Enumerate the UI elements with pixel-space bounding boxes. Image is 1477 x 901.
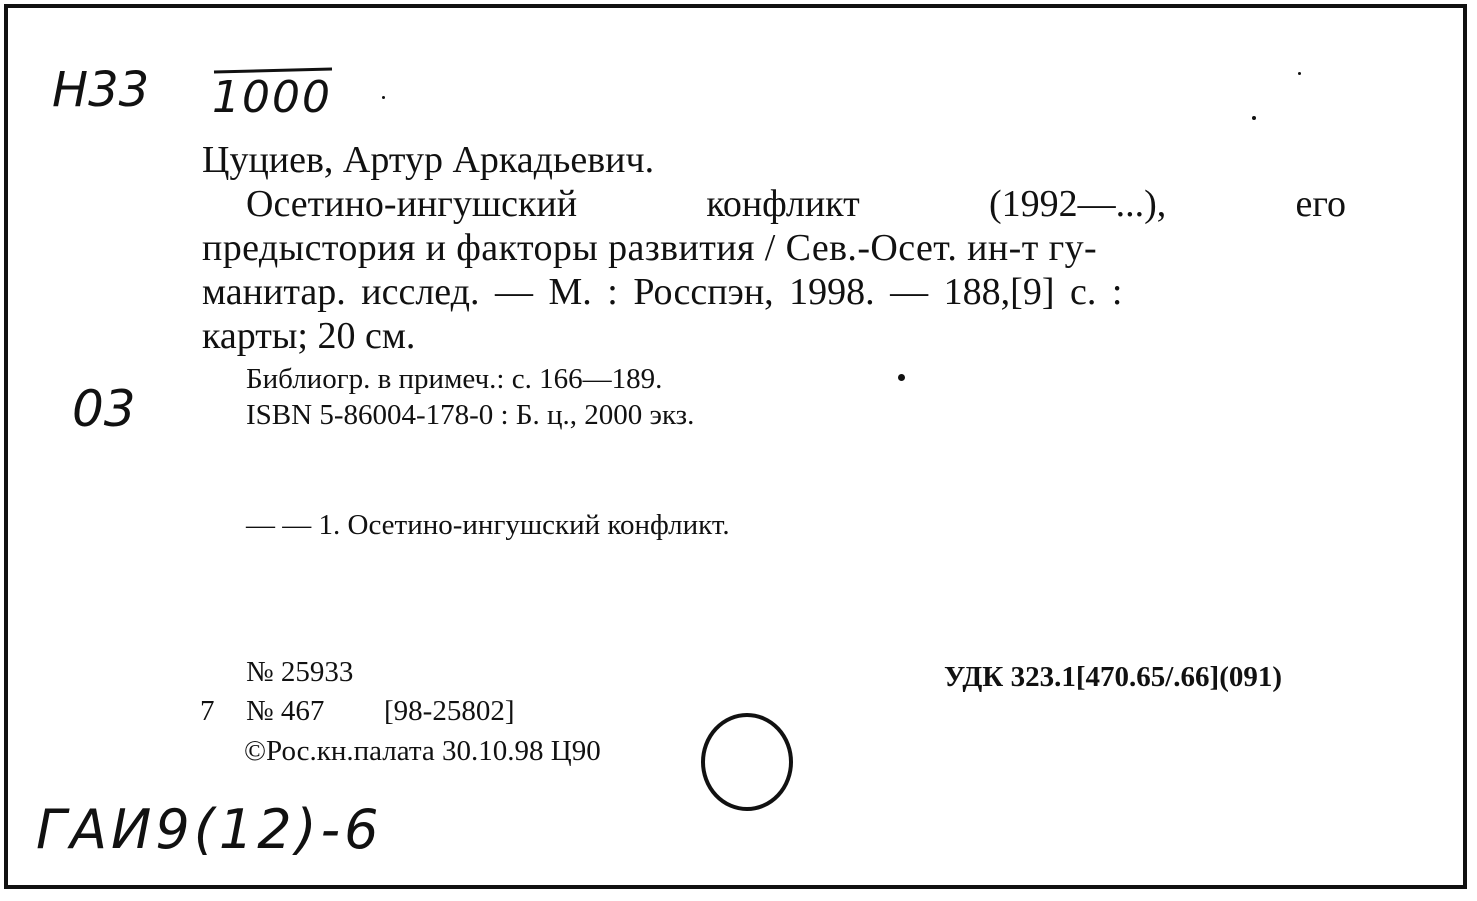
record-number: № 25933 [246, 656, 354, 688]
footer-prefix: 7 [200, 695, 215, 727]
secondary-number: № 467 [246, 695, 325, 727]
handwritten-number: 1000 [212, 72, 332, 123]
isbn-line: ISBN 5-86004-178-0 : Б. ц., 2000 экз. [246, 399, 695, 431]
scan-speck [382, 96, 385, 99]
punch-hole-circle [700, 712, 795, 812]
handwritten-left-mark: 03 [72, 380, 136, 438]
bibliography-note: Библиогр. в примеч.: с. 166—189. [246, 363, 663, 395]
title-word-1: Осетино-ингушский [246, 183, 578, 225]
handwritten-overline [212, 66, 337, 76]
handwritten-shelf-code: Н33 [52, 62, 150, 118]
scan-speck [1252, 116, 1256, 120]
udc-classification: УДК 323.1[470.65/.66](091) [944, 661, 1283, 693]
copyright-line: ©Рос.кн.палата 30.10.98 Ц90 [244, 735, 601, 767]
title-word-3: (1992—...), [988, 183, 1167, 225]
scan-speck [1298, 72, 1301, 75]
title-line-4: карты; 20 см. [202, 315, 416, 357]
title-line-2: предыстория и факторы развития / Сев.-Осет. ин-т гу- [202, 227, 1098, 269]
print-dot [898, 374, 905, 381]
title-word-4: его [1295, 183, 1346, 225]
title-word-2: конфликт [706, 183, 860, 225]
subject-heading: — — 1. Осетино-ингушский конфликт. [246, 509, 730, 541]
author-heading: Цуциев, Артур Аркадьевич. [202, 139, 655, 181]
title-line-1 [246, 182, 1346, 226]
title-line-3: манитар. исслед. — М. : Росспэн, 1998. — 188,[9] с. : [202, 271, 1123, 313]
handwritten-bottom-code: ГАИ9(12)-6 [36, 798, 383, 861]
series-code: [98-25802] [384, 695, 515, 727]
